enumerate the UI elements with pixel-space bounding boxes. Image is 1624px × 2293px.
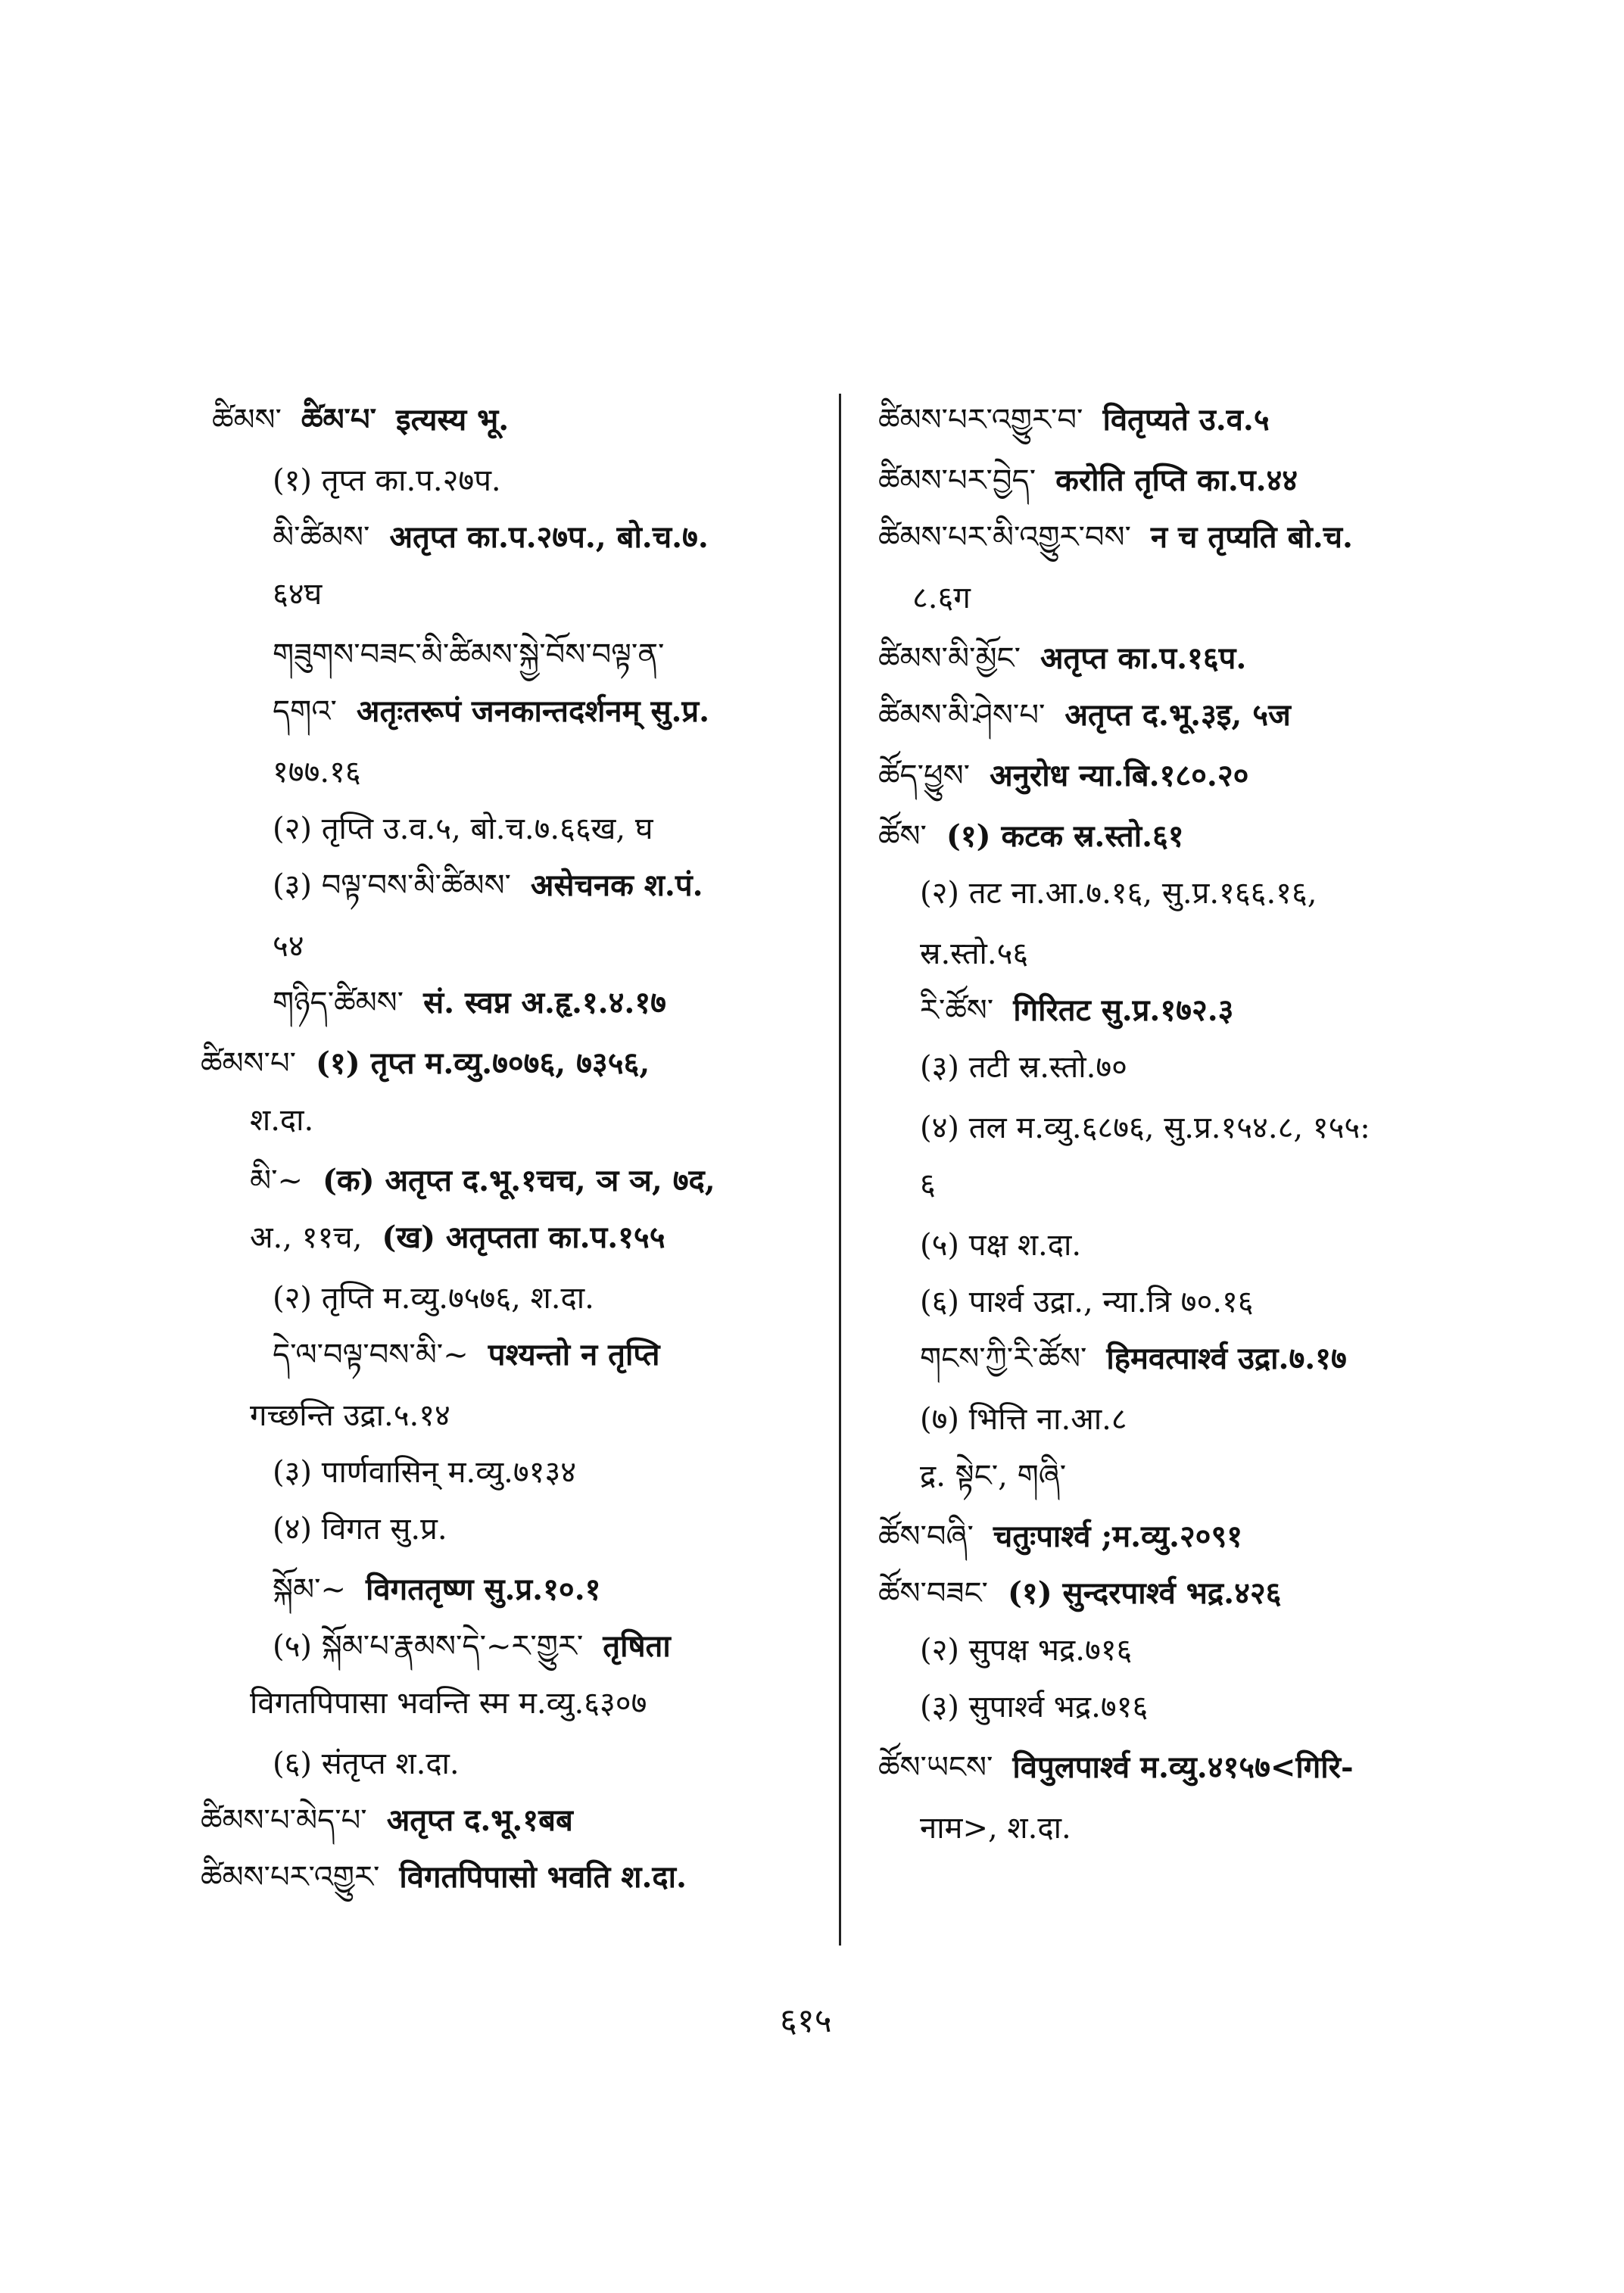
entry-text: अतृप्त द.भू.३इ, ५ज [1064,697,1291,733]
entry-line [920,871,1336,916]
headword: ཚིམས་པ་ [201,1046,296,1081]
headword: ཚོད་ཕྱུས་ [878,759,971,793]
entry-line [920,1223,1101,1268]
entry-text: हिमवत्पार्श्व उद्रा.७.१७ [1106,1341,1347,1376]
headword: ཚིམས་མི་མྱོང་ [878,641,1021,676]
entry-line [201,1855,706,1900]
entry-line [920,1805,1091,1851]
headword: མི་ཚིམས་ [273,520,370,555]
entry-line [920,931,1048,977]
entry-text: सं. स्वप्न अ.हृ.१.४.१७ [423,985,666,1020]
entry-line [920,1279,1273,1325]
headword: (५) སྐོམ་པ་རྣམས་དེ་~ར་གྱུར་ [273,1629,584,1664]
headword: ཚོས་ [878,819,927,854]
entry-line [250,1393,470,1438]
entry-text: स्र.स्तो.५६ [920,936,1029,971]
entry-text: १७७.१६ [273,755,361,790]
headword: ཚིམས་པར་འགྱུར་ [201,1860,380,1895]
entry-line [273,1276,614,1321]
entry-line [920,1336,1367,1382]
headword: अ., ११च, [250,1220,363,1255]
entry-line [878,515,1373,560]
headword: ཚིམས་པར་བྱེད་ [878,463,1036,498]
entry-text: अतृप्त का.प.२७प., बो.च.७. [389,519,709,555]
entry-line [273,749,381,795]
entry-text: (३) सुपार्श्व भद्र.७१६ [920,1690,1149,1724]
entry-line [878,636,1266,681]
page-number: ६१५ [780,2002,832,2040]
entry-text: (७) भित्ति ना.आ.८ [920,1402,1127,1437]
entry-text: (ख) अतृप्तता का.प.१५५ [382,1220,665,1255]
entry-line [273,1567,620,1612]
entry-text: (१) तृप्त म.व्यु.७०७६, ७३५६, [316,1045,650,1081]
entry-text: विगततृष्ण सु.प्र.१०.१ [366,1572,601,1607]
entry-text: (३) तटी स्र.स्तो.७० [920,1050,1127,1085]
entry-line [920,1162,955,1207]
entry-text: (१) कटक स्र.स्तो.६१ [946,818,1184,854]
headword: མི་~ [250,1164,303,1198]
entry-line [878,1514,1262,1559]
entry-text: (२) तृप्ति उ.व.५, बो.च.७.६६ख, घ [273,812,653,846]
headword: རི་ཚོས་ [920,993,994,1028]
entry-line [273,863,723,908]
entry-text: विगतपिपासा भवन्ति स्म म.व्यु.६३०७ [250,1686,647,1721]
entry-text: द्र. སྟེང་, གཞི་ [920,1459,1067,1494]
entry-line [273,806,672,852]
entry-text: चतुःपार्श्व ;म.व्यु.२०९१ [993,1519,1243,1554]
entry-text: (२) तृप्ति म.व्यु.७५७६, श.दा. [273,1281,594,1316]
entry-text: पश्यन्तो न तृप्ति [488,1337,660,1372]
entry-line [878,753,1268,799]
entry-line [273,515,728,560]
entry-line [273,1450,596,1495]
entry-text: अनुरोध न्या.बि.१८०.२० [990,758,1249,793]
entry-line [920,1045,1147,1090]
entry-line [250,1158,735,1204]
entry-line [273,458,521,503]
headword: ཚིམས་པ་མེད་པ་ [201,1803,367,1838]
entry-text: गिरितट सु.प्र.१७२.३ [1013,992,1234,1028]
entry-text: अतृप्त का.प.१६प. [1040,640,1247,676]
column-divider [839,394,841,1946]
entry-text: करोति तृप्ति का.प.४४ [1055,463,1298,498]
entry-line [273,1624,690,1669]
entry-text: (क) अतृप्त द.भू.१चच, ञ ञ, ७द, [323,1163,715,1198]
entry-line [212,397,528,443]
entry-line [912,575,990,621]
entry-text: तृषिता [603,1628,671,1664]
entry-line [878,1745,1373,1790]
entry-line [878,458,1317,503]
entry-text: ८.६ग [912,581,971,615]
headword: གཉིད་ཚིམས་ [273,986,404,1020]
entry-text: ६ [920,1167,936,1202]
headword: ཚོས་བཞི་ [878,1519,974,1554]
entry-line [920,1453,1086,1499]
entry-line [273,980,686,1026]
entry-text: (६) संतृप्त श.दा. [273,1746,460,1781]
headword: ཚིམས་པར་འགྱུར་བ་ [878,403,1083,438]
entry-text: श.दा. [250,1103,314,1138]
entry-text: ६४घ [273,577,323,612]
entry-text: (४) विगत सु.प्र. [273,1512,447,1547]
headword: ཚིམས་ [212,403,282,438]
headword: ཚོས་བཟང་ [878,1576,988,1611]
entry-line [273,1332,679,1378]
entry-line [273,924,324,969]
entry-line [273,1506,467,1552]
entry-line [250,1681,666,1726]
entry-text: विपुलपार्श्व म.व्यु.४१५७<गिरि- [1012,1749,1354,1785]
entry-text: (१) तृप्त का.प.२७प. [273,463,501,498]
entry-line [878,693,1311,738]
entry-text: वितृप्यते उ.व.५ [1102,402,1270,438]
entry-text: विगतपिपासो भवति श.दा. [399,1859,687,1895]
entry-line [273,632,684,678]
headword: ཚོས་ཡངས་ [878,1750,993,1785]
entry-line [920,1105,1390,1151]
entry-line [920,988,1253,1033]
entry-line [273,689,729,734]
entry-line [920,1397,1147,1442]
headword: (३) བལྟ་བས་མི་ཚིམས་ [273,868,511,903]
entry-text: (५) पक्ष श.दा. [920,1228,1082,1263]
headword: ཚིམས་མི་ཤེས་པ་ [878,698,1046,733]
entry-line [920,1628,1152,1673]
entry-text: न च तृप्यति बो.च. [1150,519,1353,555]
entry-text: (३) पार्णवासिन् म.व्यु.७१३४ [273,1455,577,1490]
entry-line [273,572,341,617]
entry-line [250,1215,685,1260]
entry-text: (१) सुन्दरपार्श्व भद्र.४२६ [1007,1575,1282,1611]
headword: དགའ་ [273,694,337,729]
entry-text: གཟུགས་བཟང་མི་ཚིམས་སྐྱེ་བོས་བལྟ་ན་ [273,637,665,672]
entry-text: (४) तल म.व्यु.६८७६, सु.प्र.१५४.८, १५५: [920,1111,1370,1145]
entry-text: अतृःतरूपं जनकान्तदर्शनम् सु.प्र. [356,693,710,729]
headword: སྐོམ་~ [273,1572,346,1607]
headword: གངས་ཀྱི་རི་ཚོས་ [920,1341,1087,1376]
headword: ཚིམས་པར་མི་འགྱུར་བས་ [878,520,1131,555]
entry-text: (६) पार्श्व उद्रा., न्या.त्रि ७०.१६ [920,1285,1254,1319]
entry-text: इत्यस्य भू. [395,402,510,438]
entry-line [201,1798,593,1843]
entry-text: अतृप्त द.भू.१बब [386,1802,573,1838]
entry-text: गच्छन्ति उद्रा.५.१४ [250,1398,450,1433]
entry-line [878,397,1289,443]
entry-text: (२) सुपक्ष भद्र.७१६ [920,1633,1133,1668]
entry-line [273,1741,479,1787]
entry-line [878,1571,1301,1616]
entry-line [920,1684,1167,1730]
entry-line [878,814,1204,859]
entry-text: नाम>, श.दा. [920,1811,1071,1846]
entry-text: ५४ [273,929,304,964]
entry-text: ཚིམ་པ་ [301,402,376,438]
entry-line [250,1098,333,1143]
entry-line [201,1041,669,1086]
entry-text: असेचनक श.पं. [530,868,703,903]
headword: དེ་ལ་བལྟ་བས་མི་~ [273,1338,469,1372]
entry-text: (२) तट ना.आ.७.१६, सु.प्र.१६६.१६, [920,876,1317,911]
